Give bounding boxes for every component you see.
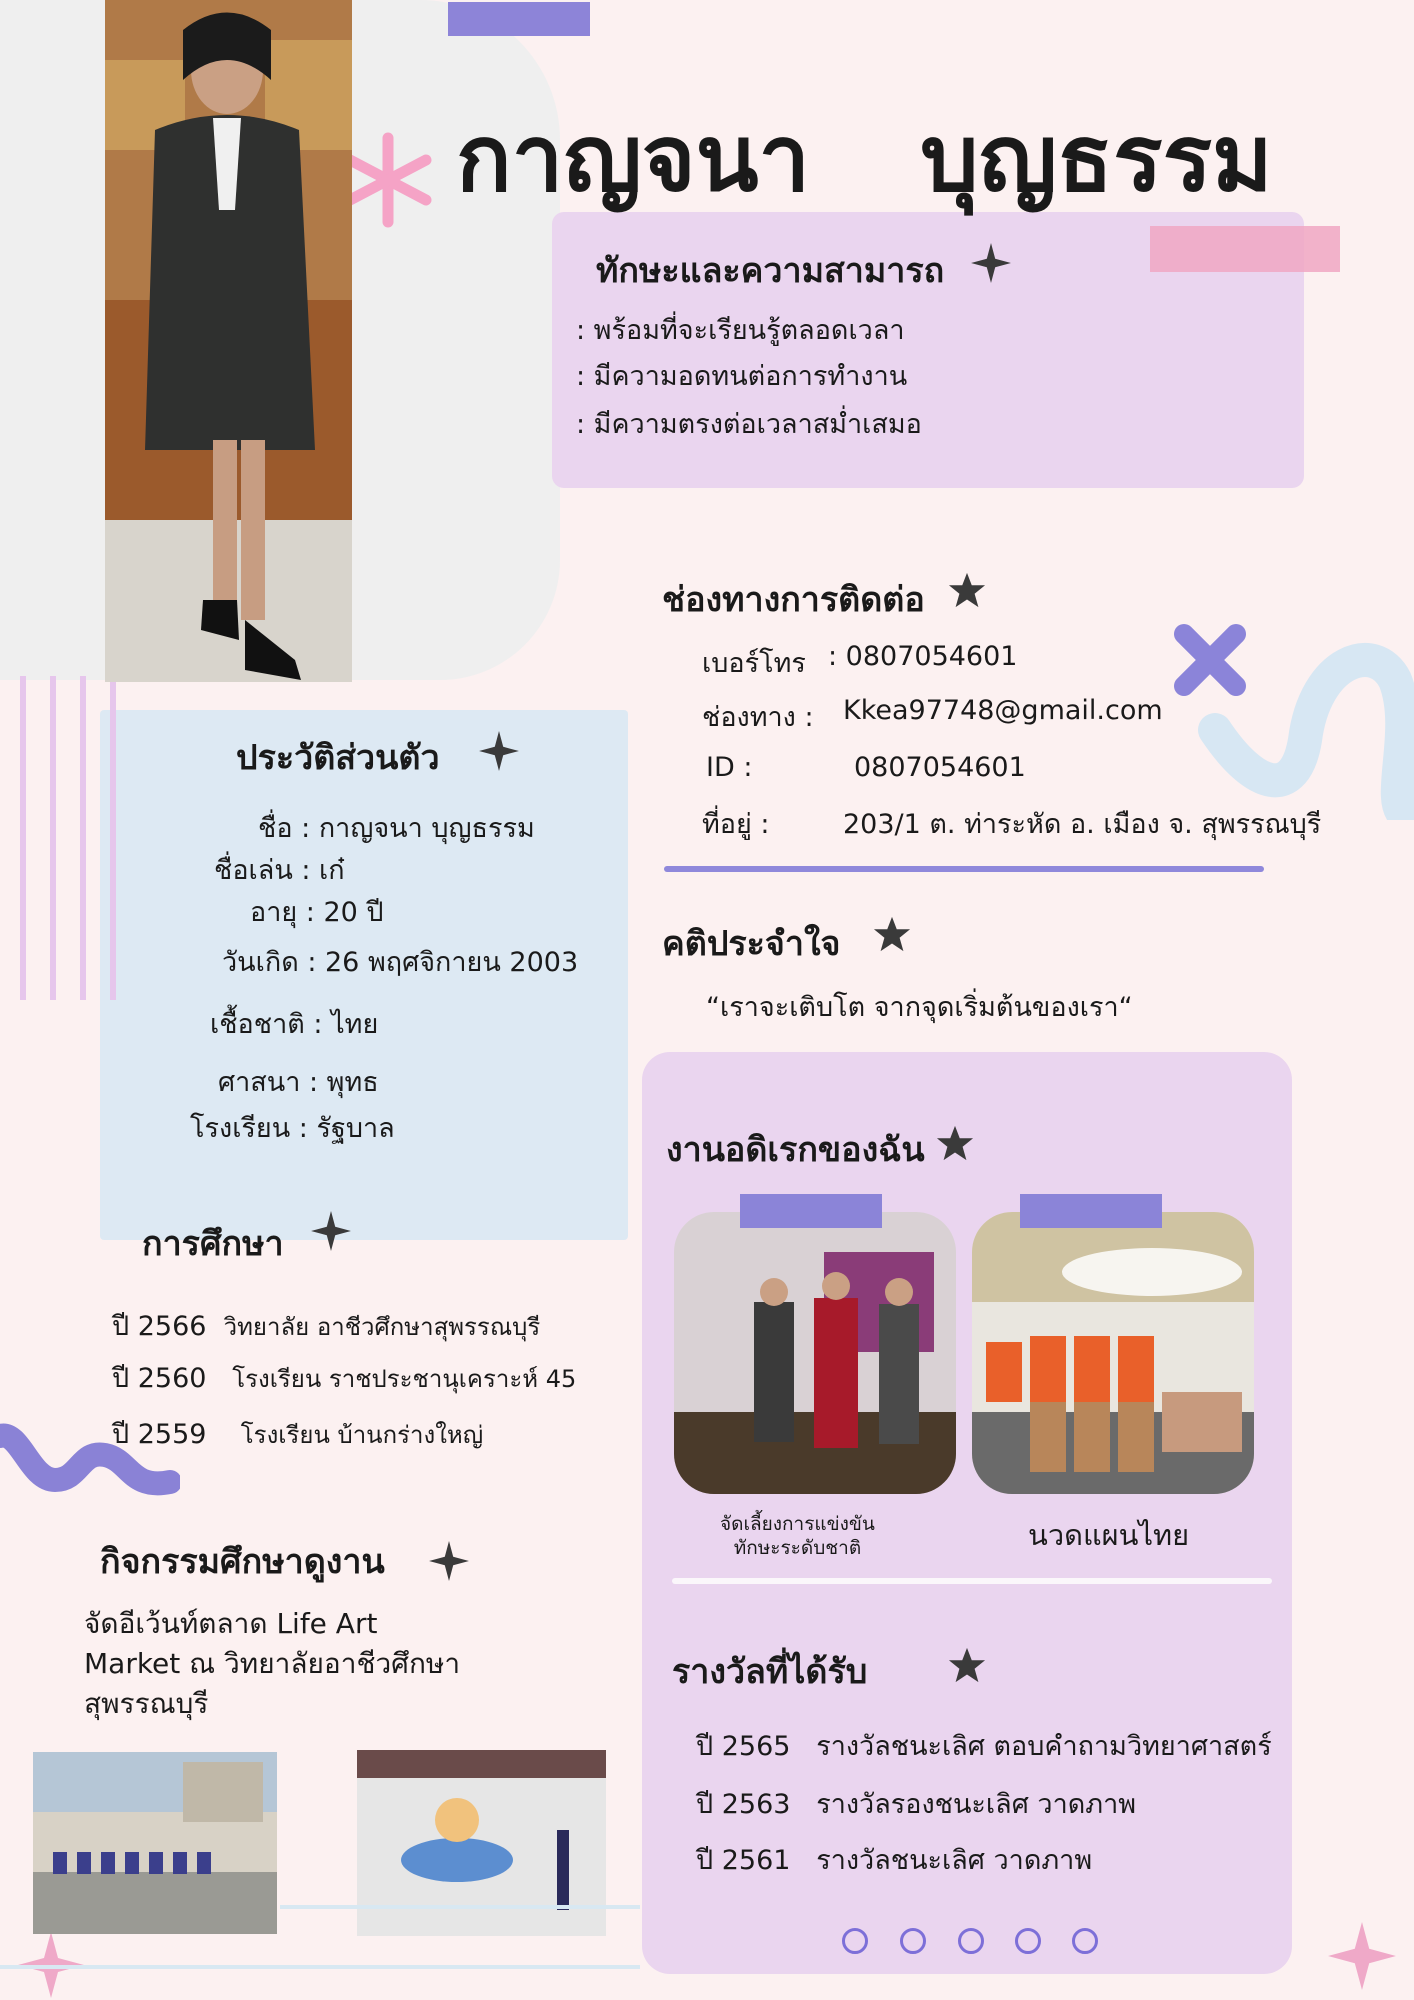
email-value: Kkea97748@gmail.com [843, 695, 1163, 726]
pink-sparkle-icon [1326, 1920, 1398, 1992]
caption-line: จัดเลี้ยงการแข่งขัน [720, 1513, 875, 1535]
field-label: อายุ [250, 897, 298, 928]
motto-title: คติประจำใจ [662, 924, 841, 964]
field-value: : 20 ปี [305, 897, 384, 928]
field-label: เชื้อชาติ [210, 1009, 305, 1040]
award-row [696, 1838, 1092, 1881]
pink-tape [1150, 226, 1340, 272]
field-value: : รัฐบาล [298, 1113, 395, 1144]
deco-circle [1015, 1928, 1041, 1954]
last-name: บุญธรรม [920, 105, 1273, 212]
id-value: 0807054601 [854, 752, 1026, 783]
award-year: ปี 2565 [696, 1731, 791, 1762]
award-year: ปี 2561 [696, 1845, 791, 1876]
skill-item: : มีความตรงต่อเวลาสม่ำเสมอ [576, 409, 922, 440]
field-label: โรงเรียน [190, 1113, 291, 1144]
deco-circle [900, 1928, 926, 1954]
divider [664, 866, 1264, 872]
phone-value: : 0807054601 [828, 641, 1018, 672]
star-icon [936, 1124, 974, 1162]
pink-line [110, 676, 116, 1000]
sparkle-icon [970, 242, 1012, 284]
sparkle-icon [310, 1210, 352, 1252]
sparkle-icon [428, 1540, 470, 1582]
channel-label: ช่องทาง : [702, 702, 814, 733]
id-label: ID : [706, 752, 753, 783]
star-icon [948, 1646, 986, 1684]
field-label: ศาสนา [218, 1067, 301, 1098]
education-place: โรงเรียน ราชประชานุเคราะห์ 45 [232, 1365, 577, 1393]
field-value: : ไทย [313, 1009, 379, 1040]
purple-tape-top [448, 2, 590, 36]
pink-line [80, 676, 86, 1000]
personal-title: ประวัติส่วนตัว [236, 738, 440, 778]
full-name [456, 84, 1273, 231]
hobby-caption-massage: นวดแผนไทย [1028, 1518, 1190, 1552]
education-year: ปี 2566 [112, 1311, 207, 1342]
activity-photo-group [33, 1752, 277, 1934]
activities-title: กิจกรรมศึกษาดูงาน [100, 1542, 385, 1582]
deco-circle [842, 1928, 868, 1954]
divider [672, 1578, 1272, 1584]
bottom-line [280, 1905, 640, 1909]
purple-tape [740, 1194, 882, 1228]
motto-text: “เราจะเติบโต จากจุดเริ่มต้นของเรา“ [706, 992, 1133, 1023]
award-text: รางวัลรองชนะเลิศ วาดภาพ [816, 1789, 1137, 1820]
education-place: วิทยาลัย อาชีวศึกษาสุพรรณบุรี [223, 1313, 541, 1341]
deco-circle [1072, 1928, 1098, 1954]
personal-age-row [250, 890, 384, 933]
personal-school-row [190, 1106, 395, 1149]
activity-line: จัดอีเว้นท์ตลาด Life Art [84, 1607, 378, 1640]
award-year: ปี 2563 [696, 1789, 791, 1820]
purple-tape [1020, 1194, 1162, 1228]
hobby-caption-competition [720, 1512, 875, 1560]
award-row [696, 1724, 1272, 1767]
field-value: : 26 พฤศจิกายน 2003 [307, 947, 579, 978]
star-icon [873, 915, 911, 953]
hobbies-title: งานอดิเรกของฉัน [666, 1130, 925, 1170]
field-value: : พุทธ [309, 1067, 379, 1098]
hobby-photo-competition [674, 1212, 956, 1494]
personal-nation-row [210, 1002, 378, 1045]
field-value: : เก๋ [301, 855, 345, 886]
field-label: ชื่อ [258, 813, 293, 844]
activity-line: สุพรรณบุรี [84, 1687, 209, 1720]
personal-name-row [258, 806, 535, 849]
skills-title: ทักษะและความสามารถ [596, 251, 945, 291]
education-year: ปี 2559 [112, 1419, 207, 1450]
phone-label: เบอร์โทร [702, 648, 806, 679]
purple-cross-icon [1170, 620, 1250, 700]
personal-birth-row [222, 940, 578, 983]
education-row [112, 1356, 576, 1399]
deco-circle [958, 1928, 984, 1954]
portrait-photo [105, 0, 352, 682]
field-label: ชื่อเล่น [214, 855, 293, 886]
field-label: วันเกิด [222, 947, 299, 978]
contact-title: ช่องทางการติดต่อ [662, 580, 925, 620]
address-value: 203/1 ต. ท่าระหัด อ. เมือง จ. สุพรรณบุรี [843, 809, 1322, 840]
activity-line: Market ณ วิทยาลัยอาชีวศึกษา [84, 1647, 461, 1680]
award-row [696, 1782, 1136, 1825]
education-year: ปี 2560 [112, 1363, 207, 1394]
hobby-photo-massage [972, 1212, 1254, 1494]
sparkle-icon [478, 730, 520, 772]
pink-line [20, 676, 26, 1000]
education-title: การศึกษา [142, 1224, 284, 1264]
award-text: รางวัลชนะเลิศ ตอบคำถามวิทยาศาสตร์ [816, 1731, 1272, 1762]
address-label: ที่อยู่ : [702, 809, 770, 840]
education-row [112, 1304, 540, 1347]
field-value: : กาญจนา บุญธรรม [301, 813, 535, 844]
pink-asterisk-icon [340, 132, 436, 228]
caption-line: ทักษะระดับชาติ [733, 1537, 862, 1559]
personal-nick-row [214, 848, 345, 891]
skill-item: : มีความอดทนต่อการทำงาน [576, 361, 908, 392]
pink-line [50, 676, 56, 1000]
first-name: กาญจนา [456, 105, 811, 212]
education-place: โรงเรียน บ้านกร่างใหญ่ [240, 1421, 484, 1449]
activities-text [84, 1604, 460, 1724]
star-icon [948, 571, 986, 609]
awards-title: รางวัลที่ได้รับ [672, 1652, 868, 1692]
education-row [112, 1412, 483, 1455]
personal-religion-row [218, 1060, 379, 1103]
award-text: รางวัลชนะเลิศ วาดภาพ [816, 1845, 1093, 1876]
skill-item: : พร้อมที่จะเรียนรู้ตลอดเวลา [576, 315, 905, 346]
bottom-line [0, 1965, 640, 1969]
